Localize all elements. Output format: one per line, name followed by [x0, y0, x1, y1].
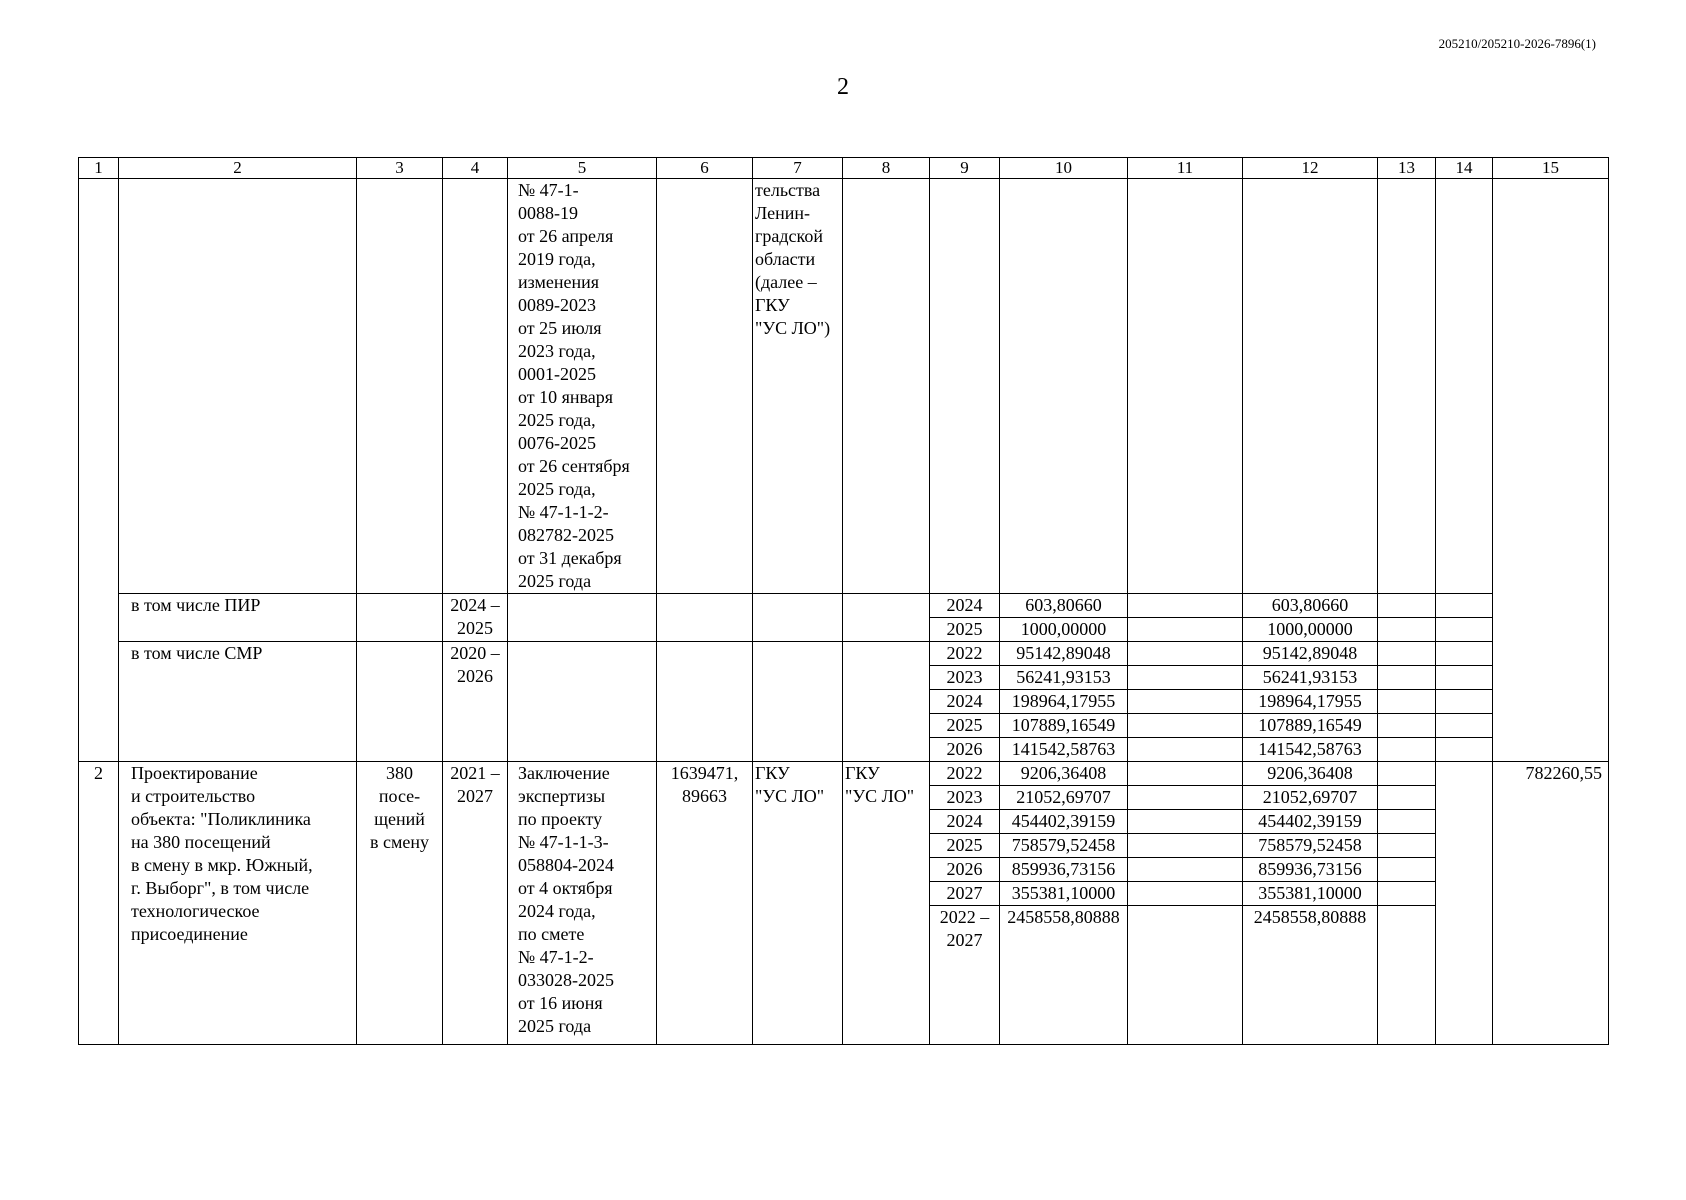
amount-value: 21052,69707: [1000, 785, 1127, 809]
cell: [753, 642, 843, 762]
smr-years: [930, 642, 1000, 762]
col-header-15: 15: [1493, 158, 1609, 179]
amount-value: 56241,93153: [1243, 665, 1377, 689]
total-amount: 2458558,80888: [1000, 905, 1127, 929]
cell: [119, 179, 357, 594]
smr-period: 2020 – 2026: [443, 642, 508, 762]
amount-value: 1000,00000: [1243, 617, 1377, 641]
smr-col10: [1000, 642, 1128, 762]
col-header-1: 1: [79, 158, 119, 179]
year-value: 2024: [930, 809, 999, 833]
year-value: 2026: [930, 737, 999, 761]
cell: [1000, 179, 1128, 594]
col-header-11: 11: [1128, 158, 1243, 179]
col-header-4: 4: [443, 158, 508, 179]
col-header-13: 13: [1378, 158, 1436, 179]
cell: [753, 594, 843, 642]
amount-value: 859936,73156: [1243, 857, 1377, 881]
smr-col12: [1243, 642, 1378, 762]
total-amount: 2458558,80888: [1243, 905, 1377, 929]
year-value: 2025: [930, 833, 999, 857]
cell: [357, 594, 443, 642]
cell: [657, 594, 753, 642]
cell: [1243, 179, 1378, 594]
year-value: 2023: [930, 665, 999, 689]
amount-value: 355381,10000: [1243, 881, 1377, 905]
cell: [1378, 179, 1436, 594]
page-number: 2: [837, 74, 849, 100]
year-value: 2025: [930, 713, 999, 737]
col-header-5: 5: [508, 158, 657, 179]
amount-value: 107889,16549: [1243, 713, 1377, 737]
amount-value: 454402,39159: [1000, 809, 1127, 833]
item-2-col11: [1128, 762, 1243, 1045]
cell: [1436, 762, 1493, 1045]
continuation-row: [79, 179, 1609, 594]
cell: [443, 179, 508, 594]
cell: [930, 179, 1000, 594]
col-header-14: 14: [1436, 158, 1493, 179]
amount-value: 56241,93153: [1000, 665, 1127, 689]
cell: [508, 642, 657, 762]
smr-col14: [1436, 642, 1493, 762]
customer-continuation: тельства Ленин- градской области (далее – ГКУ "УС ЛО"): [753, 179, 843, 594]
amount-value: 603,80660: [1271, 595, 1349, 615]
cell: [1128, 179, 1243, 594]
pir-years: [930, 594, 1000, 642]
amount-value: 141542,58763: [1000, 737, 1127, 761]
pir-period: 2024 – 2025: [443, 594, 508, 642]
amount-value: 355381,10000: [1000, 881, 1127, 905]
customer: ГКУ "УС ЛО": [753, 762, 843, 1045]
amount-value: 758579,52458: [1243, 833, 1377, 857]
period: 2021 – 2027: [443, 762, 508, 1045]
amount-value: 454402,39159: [1243, 809, 1377, 833]
col15-value: 782260,55: [1493, 762, 1609, 1045]
col-header-9: 9: [930, 158, 1000, 179]
item-2-col12: [1243, 762, 1378, 1045]
estimated-cost: 1639471, 89663: [657, 762, 753, 1045]
year-value: 2023: [930, 785, 999, 809]
object-name: Проектирование и строительство объекта: "Поликлиника на 380 посещений в смену в мкр. Южный, г. Выборг", в том числе технологическое присоединение: [119, 762, 357, 1045]
amount-value: 9206,36408: [1267, 763, 1353, 783]
amount-value: 21052,69707: [1243, 785, 1377, 809]
column-number-row: [79, 158, 1609, 179]
cell: [357, 179, 443, 594]
pir-col13: [1378, 594, 1436, 642]
col-header-2: 2: [119, 158, 357, 179]
pir-row: [79, 594, 1609, 642]
year-value: 2022: [946, 763, 983, 783]
amount-value: 95142,89048: [1262, 643, 1358, 663]
year-value: 2026: [930, 857, 999, 881]
year-value: 2025: [930, 617, 999, 641]
investment-table: [78, 157, 1609, 1045]
cell: [657, 179, 753, 594]
item-number: 2: [79, 762, 119, 1045]
pir-col12: [1243, 594, 1378, 642]
col-header-6: 6: [657, 158, 753, 179]
amount-value: 107889,16549: [1000, 713, 1127, 737]
item-2-row: [79, 762, 1609, 1045]
col-header-8: 8: [843, 158, 930, 179]
amount-value: 141542,58763: [1243, 737, 1377, 761]
cell: [1436, 179, 1493, 594]
year-value: 2027: [930, 881, 999, 905]
col-header-3: 3: [357, 158, 443, 179]
cell: [1493, 179, 1609, 762]
smr-col11: [1128, 642, 1243, 762]
developer: ГКУ "УС ЛО": [843, 762, 930, 1045]
amount-value: 198964,17955: [1243, 689, 1377, 713]
cell: [843, 179, 930, 594]
col-header-12: 12: [1243, 158, 1378, 179]
pir-col11: [1128, 594, 1243, 642]
cell: [79, 179, 119, 762]
expertise: Заключение экспертизы по проекту № 47-1-1-3- 058804-2024 от 4 октября 2024 года, по смете № 47-1-2- 033028-2025 от 16 июня 2025 года: [508, 762, 657, 1045]
amount-value: 758579,52458: [1000, 833, 1127, 857]
pir-col14: [1436, 594, 1493, 642]
document-id: 205210/205210-2026-7896(1): [1438, 36, 1596, 51]
item-2-years: [930, 762, 1000, 1045]
amount-value: 1000,00000: [1000, 617, 1127, 641]
smr-col13: [1378, 642, 1436, 762]
item-2-col10: [1000, 762, 1128, 1045]
cell: [508, 594, 657, 642]
cell: [843, 642, 930, 762]
total-period: 2022 – 2027: [930, 905, 999, 952]
pir-label: в том числе ПИР: [119, 594, 357, 642]
cell: [357, 642, 443, 762]
smr-label: в том числе СМР: [119, 642, 357, 762]
amount-value: 95142,89048: [1016, 643, 1111, 663]
cell: [843, 594, 930, 642]
item-2-col13: [1378, 762, 1436, 1045]
capacity: 380 посе- щений в смену: [357, 762, 443, 1045]
year-value: 2022: [946, 643, 983, 663]
amount-value: 603,80660: [1025, 595, 1102, 615]
cell: [657, 642, 753, 762]
year-value: 2024: [930, 689, 999, 713]
amount-value: 859936,73156: [1000, 857, 1127, 881]
amount-value: 9206,36408: [1020, 763, 1107, 783]
pir-col10: [1000, 594, 1128, 642]
col-header-10: 10: [1000, 158, 1128, 179]
expertise-continuation: № 47-1- 0088-19 от 26 апреля 2019 года, изменения 0089-2023 от 25 июля 2023 года, 0001-2025 от 10 января 2025 года, 0076-2025 от 26 сентября 2025 года, № 47-1-1-2- 082782-2025 от 31 декабря 2025 года: [508, 179, 657, 594]
amount-value: 198964,17955: [1000, 689, 1127, 713]
smr-row: [79, 642, 1609, 762]
col-header-7: 7: [753, 158, 843, 179]
year-value: 2024: [946, 595, 983, 615]
